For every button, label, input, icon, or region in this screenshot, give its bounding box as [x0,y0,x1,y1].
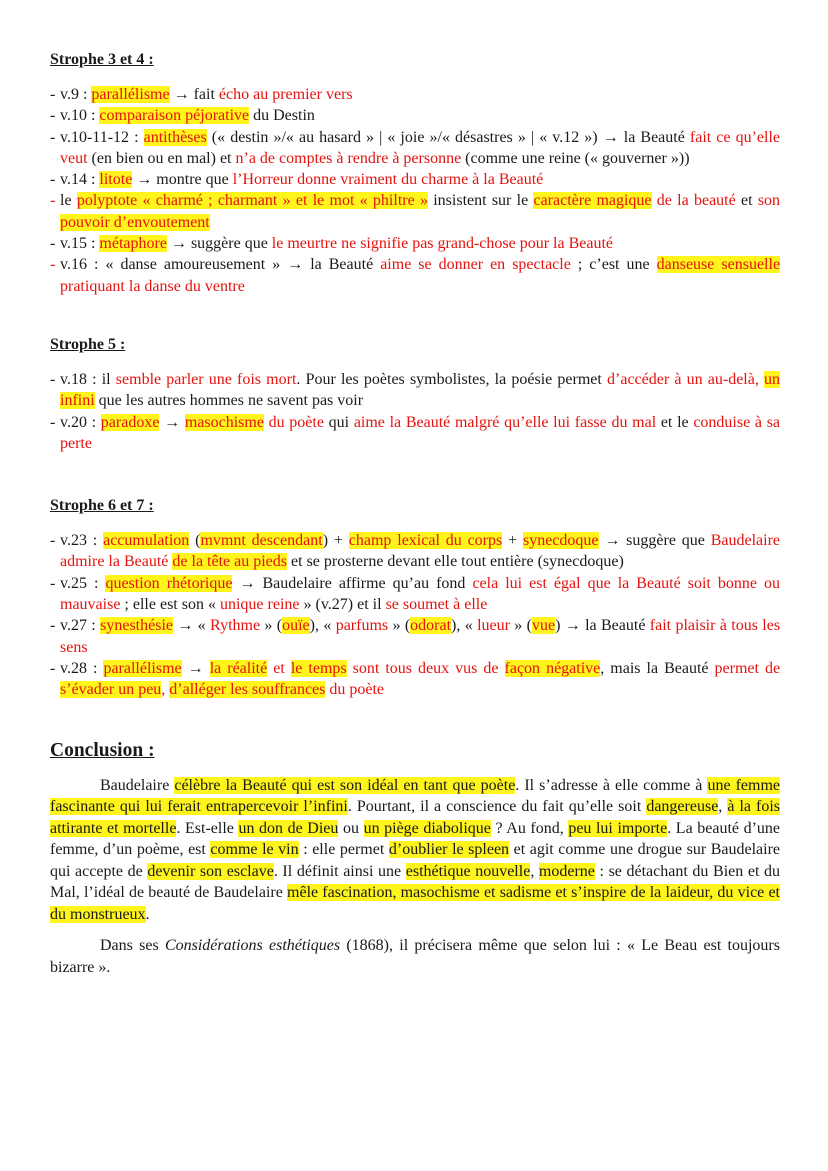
conclusion-body [50,775,780,979]
note-v14: - v.14 : litote → montre que l’Horreur donne vraiment du charme à la Beauté [50,169,780,190]
note-v16: - v.16 : « danse amoureusement » → la Beauté aime se donner en spectacle ; c’est une danseuse sensuelle pratiquant la danse du ventre [50,254,780,297]
note-v9: - v.9 : parallélisme → fait écho au premier vers [50,84,780,105]
note-v28: - v.28 : parallélisme → la réalité et le temps sont tous deux vus de façon négative, mais la Beauté permet de s’évader un peu, d’alléger les souffrances du poète [50,658,780,701]
conclusion-paragraph-2: Dans ses Considérations esthétiques (1868), il précisera même que selon lui : « Le Beau est toujours bizarre ». [50,937,780,976]
note-v27: - v.27 : synesthésie → « Rythme » (ouïe), « parfums » (odorat), « lueur » (vue) → la Beauté fait plaisir à tous les sens [50,615,780,658]
note-v15: - v.15 : métaphore → suggère que le meurtre ne signifie pas grand-chose pour la Beauté [50,233,780,254]
section-heading-conclusion: Conclusion : [50,739,155,761]
notes-list-strophe-3-4 [50,84,780,297]
section-heading-strophe-6-7: Strophe 6 et 7 : [50,497,154,515]
document-page [50,48,780,978]
note-v20: - v.20 : paradoxe → masochisme du poète qui aime la Beauté malgré qu’elle lui fasse du mal et le conduise à sa perte [50,412,780,455]
note-v25: - v.25 : question rhétorique → Baudelaire affirme qu’au fond cela lui est égal que la Beauté soit bonne ou mauvaise ; elle est son « unique reine » (v.27) et il se soumet à elle [50,573,780,616]
book-title: Considérations esthétiques [164,937,341,955]
note-v18: - v.18 : il semble parler une fois mort. Pour les poètes symbolistes, la poésie permet d’accéder à un au-delà, un infini que les autres hommes ne savent pas voir [50,369,780,412]
notes-list-strophe-5 [50,369,780,454]
note-v10: - v.10 : comparaison péjorative du Destin [50,105,780,126]
conclusion-paragraph-1: Baudelaire célèbre la Beauté qui est son idéal en tant que poète. Il s’adresse à elle comme à une femme fascinante qui lui ferait entrapercevoir l’infini. Pourtant, il a conscience du fait qu’elle soit dangereuse, à la fois attirante et mortelle. Est-elle un don de Dieu ou un piège diabolique ? Au fond, peu lui importe. La beauté d’une femme, d’un poème, est comme le vin : elle permet d’oublier le spleen et agit comme une drogue sur Baudelaire qui accepte de devenir son esclave. Il définit ainsi une esthétique nouvelle, moderne : se détachant du Bien et du Mal, l’idéal de beauté de Baudelaire mêle fascination, masochisme et sadisme et s’inspire de la laideur, du vice et du monstrueux. [50,776,781,923]
note-v10-12: - v.10-11-12 : antithèses (« destin »/« au hasard » | « joie »/« désastres » | « v.12 ») → la Beauté fait ce qu’elle veut (en bien ou en mal) et n’a de comptes à rendre à personne (comme une reine (« gouverner »)) [50,127,780,170]
note-polyptote: - le polyptote « charmé ; charmant » et le mot « philtre » insistent sur le caractère magique de la beauté et son pouvoir d’envoutement [50,190,780,233]
section-heading-strophe-5: Strophe 5 : [50,335,126,353]
note-v23: - v.23 : accumulation (mvmnt descendant) + champ lexical du corps + synecdoque → suggère que Baudelaire admire la Beauté de la tête au pieds et se prosterne devant elle tout entière (synecdoque) [50,530,780,573]
notes-list-strophe-6-7 [50,530,780,700]
section-heading-strophe-3-4: Strophe 3 et 4 : [50,51,154,68]
